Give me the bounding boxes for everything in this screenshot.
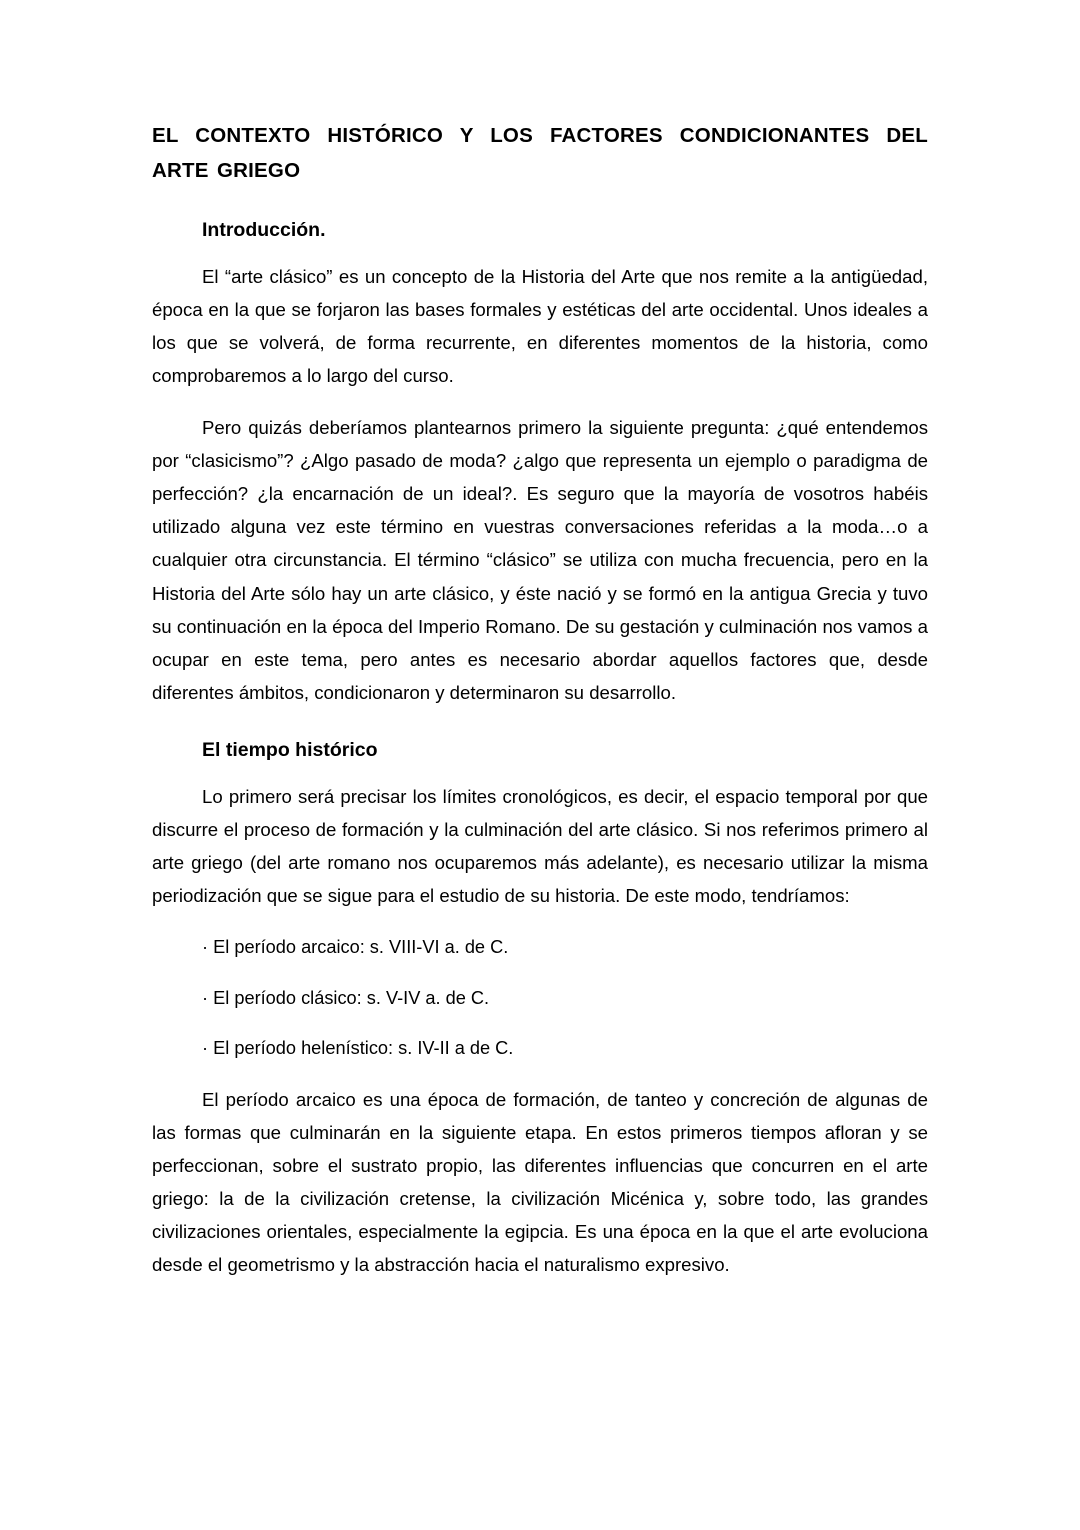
list-item: · El período clásico: s. V-IV a. de C. [202,987,490,1008]
list-item: · El período arcaico: s. VIII-VI a. de C. [202,937,509,958]
section-heading-introduccion: Introducción. [202,218,326,241]
paragraph: El “arte clásico” es un concepto de la Historia del Arte que nos remite a la antigüedad, época en la que se forjaron las bases formales y estéticas del arte occidental. Unos ideales a los que se volverá, de forma recurrente, en diferentes momentos de la historia, como comprobaremos a lo largo del curso. [152,265,928,386]
section-heading-tiempo-historico: El tiempo histórico [202,738,378,761]
list-item: · El período helenístico: s. IV-II a de C. [202,1038,514,1059]
paragraph: Pero quizás deberíamos plantearnos primero la siguiente pregunta: ¿qué entendemos por “clasicismo”? ¿Algo pasado de moda? ¿algo que representa un ejemplo o paradigma de perfección? ¿la encarnación de un ideal?. Es seguro que la mayoría de vosotros habéis utilizado alguna vez este término en vuestras conversaciones referidas a la moda…o a cualquier otra circunstancia. El término “clásico” se utiliza con mucha frecuencia, pero en la Historia del Arte sólo hay un arte clásico, y éste nació y se formó en la antigua Grecia y tuvo su continuación en la época del Imperio Romano. De su gestación y culminación nos vamos a ocupar en este tema, pero antes es necesario abordar aquellos factores que, desde diferentes ámbitos, condicionaron y determinaron su desarrollo. [152,417,928,703]
paragraph: Lo primero será precisar los límites cronológicos, es decir, el espacio temporal por que discurre el proceso de formación y la culminación del arte clásico. Si nos referimos primero al arte griego (del arte romano nos ocuparemos más adelante), es necesario utilizar la misma periodización que se sigue para el estudio de su historia. De este modo, tendríamos: [152,786,928,907]
page-title: EL CONTEXTO HISTÓRICO Y LOS FACTORES CONDICIONANTES DEL ARTE GRIEGO [152,124,928,183]
paragraph: El período arcaico es una época de formación, de tanteo y concreción de algunas de las formas que culminarán en la siguiente etapa. En estos primeros tiempos afloran y se perfeccionan, sobre el sustrato propio, las diferentes influencias que concurren en el arte griego: la de la civilización cretense, la civilización Micénica y, sobre todo, las grandes civilizaciones orientales, especialmente la egipcia. Es una época en la que el arte evoluciona desde el geometrismo y la abstracción hacia el naturalismo expresivo. [152,1088,928,1276]
